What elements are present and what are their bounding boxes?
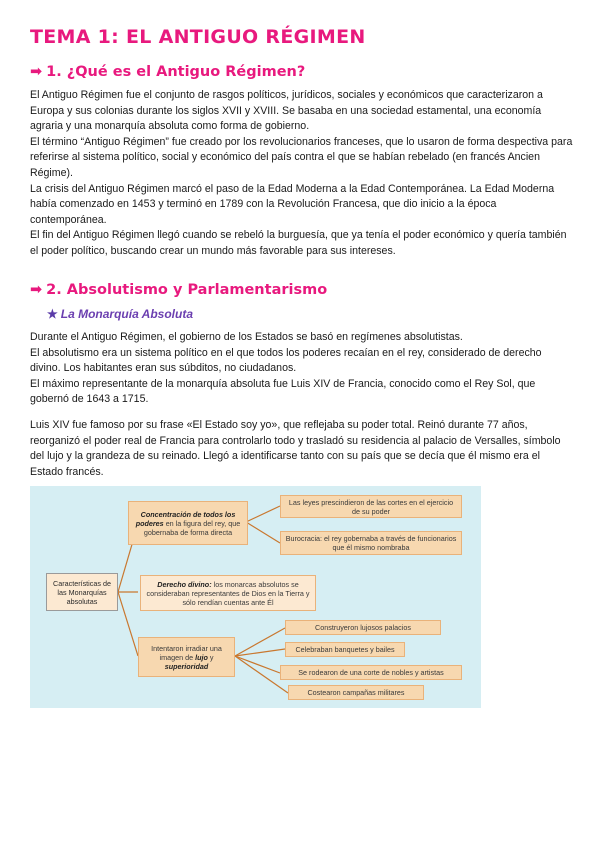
image-sup-text: superioridad bbox=[164, 661, 209, 671]
paragraph: La crisis del Antiguo Régimen marcó el paso de la Edad Moderna a la Edad Contemporánea. La Edad Moderna había comenzado en 1453 y terminó en 1789 con la Revolución Francesa, que dio inicio a la época contemporánea. bbox=[30, 182, 555, 226]
diagram-root-text: Características de las Monarquías absolutas bbox=[53, 578, 111, 606]
paragraph: Luis XIV fue famoso por su frase «El Estado soy yo», que reflejaba su poder total. Reinó durante 77 años, reorganizó el poder real de Francia para controlarlo todo y trasladó su residencia al palacio de Versalles, símbolo del lujo y la grandeza de su reinado. Llegó a identificarse tanto con su país que se decía que él mismo era el Estado francés. bbox=[30, 419, 561, 478]
campaigns-box bbox=[288, 685, 424, 700]
bureaucracy-box bbox=[280, 531, 462, 555]
court-box bbox=[280, 665, 462, 680]
image-pre-text: Intentaron irradiar una imagen de bbox=[151, 643, 222, 662]
arrow-right-icon: ➡ bbox=[30, 282, 43, 298]
paragraph: El absolutismo era un sistema político en el que todos los poderes recaían en el rey, considerado de derecho divino. Los habitantes eran sus súbditos, no ciudadanos. bbox=[30, 346, 542, 375]
star-icon: ★ bbox=[47, 307, 58, 321]
court-text: Se rodearon de una corte de nobles y artistas bbox=[298, 668, 444, 677]
divine-bold-text: Derecho divino: bbox=[157, 579, 212, 589]
section-1-heading-text: 1. ¿Qué es el Antiguo Régimen? bbox=[46, 64, 306, 80]
campaigns-text: Costearon campañas militares bbox=[307, 688, 405, 697]
palaces-text: Construyeron lujosos palacios bbox=[315, 623, 411, 632]
paragraph: Durante el Antiguo Régimen, el gobierno de los Estados se basó en regímenes absolutistas. bbox=[30, 331, 463, 343]
section-1-heading bbox=[30, 64, 305, 80]
paragraph: El término “Antiguo Régimen” fue creado por los revolucionarios franceses, que lo usaron de forma despectiva para referirse al sistema político, social y económico del país contra el que se habían rebelado (en francés Ancien Régime). bbox=[30, 135, 573, 179]
bureaucracy-text: Burocracia: el rey gobernaba a través de funcionarios que él mismo nombraba bbox=[285, 534, 457, 552]
image-box bbox=[138, 637, 235, 677]
subheading bbox=[47, 307, 193, 321]
paragraph: El fin del Antiguo Régimen llegó cuando se rebeló la burguesía, que ya tenía el poder económico y quería también el poder político, buscando crear un mundo más favorable para sus intereses. bbox=[30, 229, 567, 257]
laws-box bbox=[280, 495, 462, 518]
arrow-right-icon: ➡ bbox=[30, 64, 43, 80]
banquets-text: Celebraban banquetes y bailes bbox=[295, 645, 395, 654]
section-2-heading bbox=[30, 282, 327, 298]
concentration-bold-text: Concentración de todos los poderes bbox=[135, 509, 236, 528]
image-lujo-text: lujo bbox=[195, 652, 208, 662]
image-y-text: y bbox=[209, 652, 214, 662]
section-2-extra-paragraph bbox=[30, 418, 575, 480]
divine-rest-text: los monarcas absolutos se consideraban representantes de Dios en la Tierra y sólo rendían cuentas ante Él bbox=[146, 579, 310, 607]
banquets-box bbox=[285, 642, 405, 657]
subheading-text: La Monarquía Absoluta bbox=[60, 307, 193, 321]
paragraph: El Antiguo Régimen fue el conjunto de rasgos políticos, jurídicos, sociales y económicos que caracterizaron a Europa y sus colonias durante los siglos XVII y XVIII. Se basaba en una sociedad estamental, una economía agraria y una monarquía absoluta como forma de gobierno. bbox=[30, 89, 543, 133]
palaces-box bbox=[285, 620, 441, 635]
laws-text: Las leyes prescindieron de las cortes en el ejercicio de su poder bbox=[288, 497, 454, 516]
concentration-rest-text: en la figura del rey, que gobernaba de forma directa bbox=[143, 518, 241, 537]
divine-right-box bbox=[140, 575, 316, 611]
diagram-root-box bbox=[46, 573, 118, 611]
paragraph: El máximo representante de la monarquía absoluta fue Luis XIV de Francia, conocido como el Rey Sol, que gobernó de 1643 a 1715. bbox=[30, 377, 536, 406]
page-title: TEMA 1: EL ANTIGUO RÉGIMEN bbox=[30, 26, 366, 48]
concept-map bbox=[30, 486, 481, 708]
section-2-heading-text: 2. Absolutismo y Parlamentarismo bbox=[46, 282, 328, 298]
concentration-box bbox=[128, 501, 248, 545]
section-1-body bbox=[30, 88, 575, 260]
section-2-body bbox=[30, 330, 575, 408]
